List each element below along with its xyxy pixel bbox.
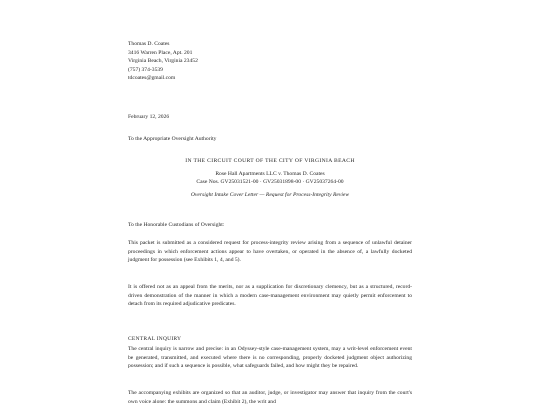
sender-block bbox=[128, 40, 412, 83]
salutation: To the Honorable Custodians of Oversight: bbox=[128, 222, 225, 228]
sender-address-line2: Virginia Beach, Virginia 23452 bbox=[128, 58, 198, 65]
closing-paragraph: The accompanying exhibits are organized so that an auditor, judge, or investigator may answer that inquiry from the court's own voice alone: the summons and claim (Exhibit 2), the writ and bbox=[128, 390, 412, 405]
sender-address-line1: 3416 Warren Place, Apt. 201 bbox=[128, 49, 193, 56]
section-heading: CENTRAL INQUIRY bbox=[128, 336, 182, 342]
recipient-line: To the Appropriate Oversight Authority bbox=[128, 136, 217, 142]
letter-date: February 12, 2026 bbox=[128, 114, 170, 120]
body-paragraph-2: It is offered not as an appeal from the merits, nor as a supplication for discretionary clemency, but as a structured, record-driven demonstration of the manner in which a modern case-management environment may quietly permit enforcement to detach from its required adjudicative predicates. bbox=[128, 284, 412, 308]
sender-phone: (757) 374-3539 bbox=[128, 66, 163, 73]
court-name: IN THE CIRCUIT COURT OF THE CITY OF VIRGINIA BEACH bbox=[185, 158, 355, 164]
letter-subtitle: Oversight Intake Cover Letter — Request for Process-Integrity Review bbox=[190, 191, 350, 198]
case-caption bbox=[128, 157, 412, 199]
body-paragraph-1: This packet is submitted as a considered request for process-integrity review arising from a sequence of unlawful detainer proceedings in which enforcement actions appear to have overtaken, or operated in the absence of, a lawfully docketed judgment for possession (see Exhibits 1, 4, and 5). bbox=[128, 240, 412, 264]
central-inquiry-paragraph: The central inquiry is narrow and precise: in an Odyssey-style case-management system, may a writ-level enforcement event be generated, transmitted, and executed where there is no corresponding, properly docketed judgment object authorizing possession; and if such a sequence is possible, what safeguards failed, and how might they be repaired. bbox=[128, 346, 412, 370]
sender-email: tdcoates@gmail.com bbox=[128, 75, 176, 82]
sender-name: Thomas D. Coates bbox=[128, 41, 170, 47]
case-caption-title: Rose Hall Apartments LLC v. Thomas D. Coates bbox=[215, 170, 325, 177]
case-numbers: Case Nos. GV25031521-00 · GV25031898-00 · GV25037264-00 bbox=[196, 179, 344, 186]
